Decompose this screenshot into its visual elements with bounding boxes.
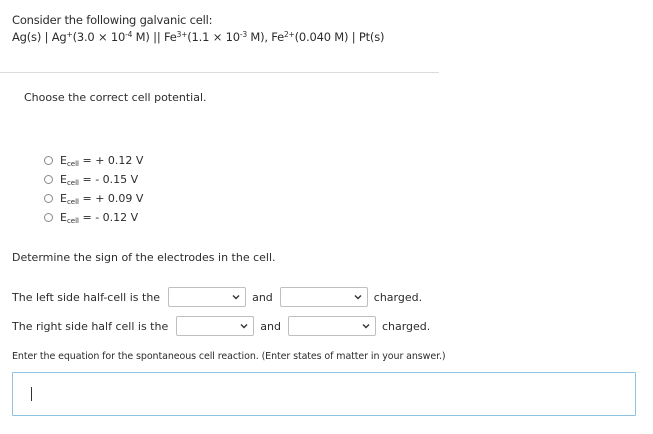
question-2-prompt: Determine the sign of the electrodes in the cell. [12, 251, 276, 264]
cell-notation-part: Ag(s) | Ag [12, 30, 67, 44]
left-charge-dropdown[interactable] [280, 287, 368, 307]
chevron-down-icon [362, 322, 370, 330]
row-tail-text: charged. [381, 319, 431, 333]
cell-potential-options [44, 151, 143, 227]
row-tail-text: charged. [373, 290, 423, 304]
cell-notation-part: M) || Fe [132, 30, 177, 44]
row-lead-text: The right side half cell is the [12, 319, 169, 333]
radio-button[interactable] [44, 194, 53, 203]
option-subscript: cell [66, 217, 79, 225]
option-value: = + 0.12 V [79, 154, 144, 167]
chevron-down-icon [240, 322, 248, 330]
cell-notation-superscript: + [66, 30, 73, 39]
cell-potential-option-3[interactable] [44, 189, 143, 208]
cell-potential-option-2[interactable] [44, 170, 143, 189]
row-mid-text: and [252, 290, 273, 304]
cell-notation [12, 29, 642, 46]
option-subscript: cell [66, 198, 79, 206]
option-subscript: cell [66, 179, 79, 187]
cell-notation-superscript: 3+ [176, 30, 188, 39]
option-subscript: cell [66, 160, 79, 168]
cell-notation-part: M), Fe [246, 30, 284, 44]
option-value: = + 0.09 V [79, 192, 144, 205]
problem-intro: Consider the following galvanic cell: [12, 13, 213, 27]
row-lead-text: The left side half-cell is the [12, 290, 161, 304]
row-mid-text: and [260, 319, 281, 333]
right-charge-dropdown[interactable] [288, 316, 376, 336]
cell-notation-superscript: 2+ [283, 30, 295, 39]
option-label [60, 173, 138, 186]
option-symbol: E [60, 211, 67, 224]
option-value: = - 0.15 V [79, 173, 139, 186]
reaction-equation-input[interactable] [12, 372, 636, 416]
option-symbol: E [60, 173, 67, 186]
right-half-cell-row [12, 315, 430, 337]
radio-button[interactable] [44, 213, 53, 222]
option-label [60, 211, 138, 224]
right-electrode-sign-dropdown[interactable] [176, 316, 254, 336]
option-symbol: E [60, 192, 67, 205]
option-label [60, 154, 143, 167]
chevron-down-icon [354, 293, 362, 301]
divider [0, 72, 439, 73]
problem-header [12, 12, 642, 46]
radio-button[interactable] [44, 156, 53, 165]
option-symbol: E [60, 154, 67, 167]
cell-notation-part: (1.1 × 10 [187, 30, 240, 44]
cell-potential-option-1[interactable] [44, 151, 143, 170]
question-1-prompt: Choose the correct cell potential. [24, 91, 207, 104]
option-label [60, 192, 143, 205]
cell-notation-superscript: -3 [239, 30, 247, 39]
cell-notation-superscript: -4 [125, 30, 133, 39]
chevron-down-icon [232, 293, 240, 301]
cell-potential-option-4[interactable] [44, 208, 143, 227]
left-half-cell-row [12, 286, 422, 308]
option-value: = - 0.12 V [79, 211, 139, 224]
question-3-prompt: Enter the equation for the spontaneous cell reaction. (Enter states of matter in your answer.) [12, 351, 446, 362]
left-electrode-sign-dropdown[interactable] [168, 287, 246, 307]
cell-notation-part: (3.0 × 10 [72, 30, 126, 44]
text-cursor [31, 387, 32, 401]
cell-notation-part: (0.040 M) | Pt(s) [294, 30, 385, 44]
radio-button[interactable] [44, 175, 53, 184]
